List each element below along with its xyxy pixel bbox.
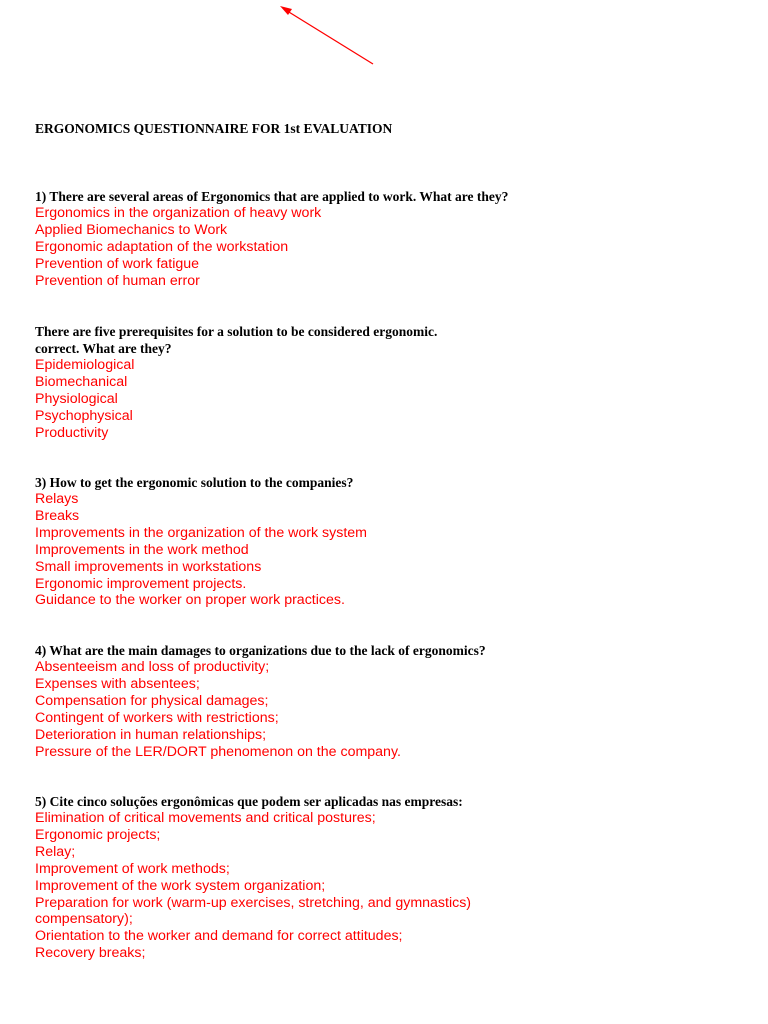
answer-item: Biomechanical [35, 373, 128, 390]
answer-item: Orientation to the worker and demand for correct attitudes; [35, 928, 403, 945]
answer-item: Small improvements in workstations [35, 558, 262, 575]
answer-item: Relay; [35, 843, 76, 860]
answer-item: Ergonomic adaptation of the workstation [35, 238, 289, 255]
answer-item: Ergonomic improvement projects. [35, 575, 247, 592]
question-text: There are five prerequisites for a solution to be considered ergonomic. [35, 324, 438, 339]
question-section-2 [35, 323, 735, 442]
answer-item: Ergonomics in the organization of heavy work [35, 205, 322, 221]
answer-item: Guidance to the worker on proper work practices. [35, 592, 345, 609]
answer-item: Improvements in the organization of the work system [35, 524, 367, 541]
answer-item: Physiological [35, 390, 118, 407]
answer-item: Compensation for physical damages; [35, 692, 269, 709]
question-section-3 [35, 474, 735, 609]
answer-item: Improvement of work methods; [35, 860, 230, 877]
question-text: 3) How to get the ergonomic solution to the companies? [35, 475, 354, 490]
question-text: 1) There are several areas of Ergonomics that are applied to work. What are they? [35, 189, 509, 204]
answer-item: Improvement of the work system organization; [35, 877, 326, 894]
question-section-1 [35, 188, 735, 290]
question-section-5 [35, 793, 735, 962]
answer-item: Recovery breaks; [35, 945, 146, 962]
answer-item: Breaks [35, 507, 80, 524]
question-text: correct. What are they? [35, 341, 172, 356]
answer-item: Applied Biomechanics to Work [35, 221, 228, 238]
question-section-4 [35, 642, 735, 760]
answer-item: Elimination of critical movements and critical postures; [35, 810, 376, 826]
red-arrow-annotation [270, 0, 380, 70]
answer-item: Epidemiological [35, 357, 135, 373]
answer-item: Productivity [35, 424, 109, 441]
answer-item: Prevention of human error [35, 272, 200, 289]
answer-item: Absenteeism and loss of productivity; [35, 659, 270, 675]
answer-item: Pressure of the LER/DORT phenomenon on the company. [35, 743, 401, 760]
answer-item: Relays [35, 491, 79, 507]
answer-item: Prevention of work fatigue [35, 255, 200, 272]
answer-item: Contingent of workers with restrictions; [35, 709, 279, 726]
answer-item: Psychophysical [35, 407, 133, 424]
answer-item: Deterioration in human relationships; [35, 726, 267, 743]
question-text: 5) Cite cinco soluções ergonômicas que podem ser aplicadas nas empresas: [35, 794, 463, 809]
answer-item: Improvements in the work method [35, 541, 249, 558]
question-text: 4) What are the main damages to organizations due to the lack of ergonomics? [35, 643, 486, 658]
answer-item: Expenses with absentees; [35, 675, 200, 692]
answer-item: Ergonomic projects; [35, 826, 161, 843]
answer-item: Preparation for work (warm-up exercises, stretching, and gymnastics) compensatory); [35, 894, 472, 928]
document-title: ERGONOMICS QUESTIONNAIRE FOR 1st EVALUATION [35, 121, 393, 136]
